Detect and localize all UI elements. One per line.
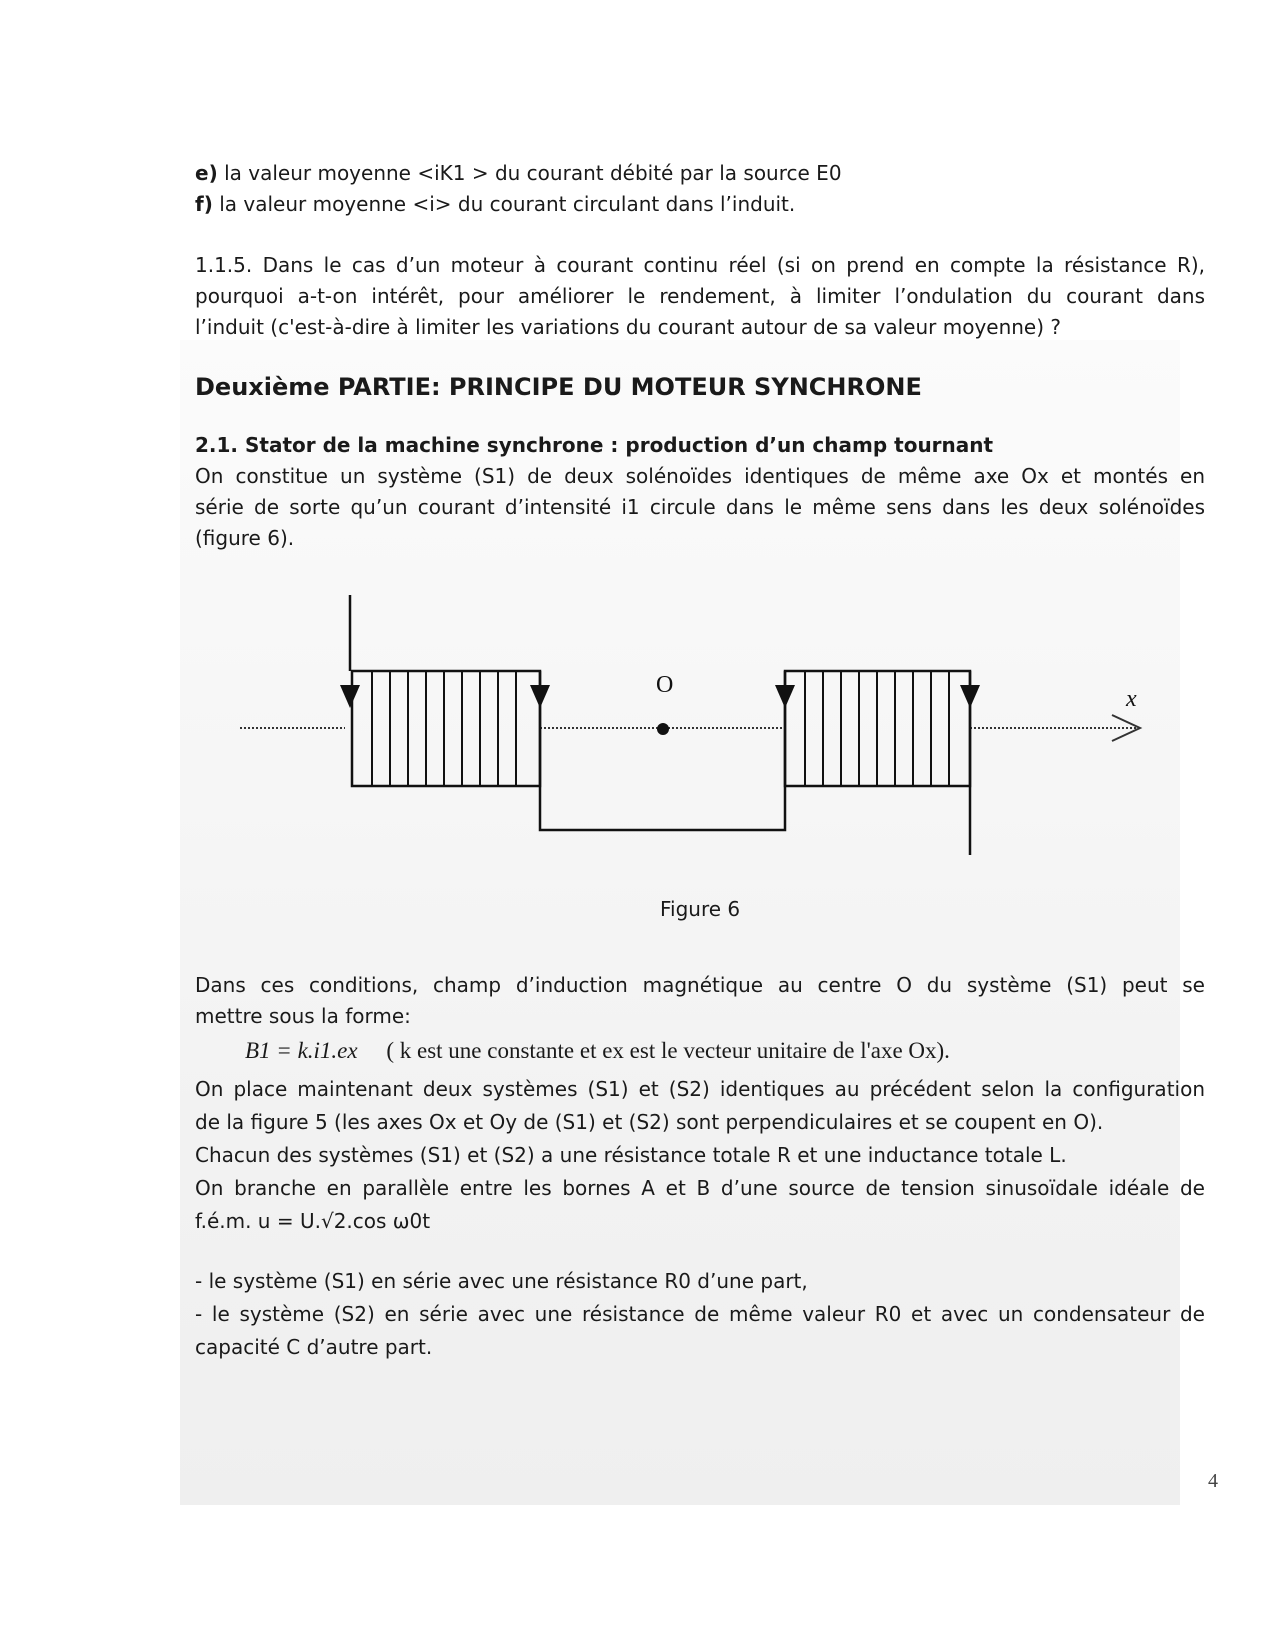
- equation-note: ( k est une constante et ex est le vecteur unitaire de l'axe Ox).: [386, 1038, 950, 1063]
- page-number: 4: [1208, 1470, 1218, 1492]
- equation-line: [245, 1035, 1255, 1066]
- origin-point: [657, 723, 669, 735]
- bullet-2: - le système (S2) en série avec une résistance de même valeur R0 et avec un condensateur de: [195, 1302, 1205, 1326]
- solenoid-left: [352, 671, 540, 786]
- q115-line1: 1.1.5. Dans le cas d’un moteur à courant continu réel (si on prend en compte la résistance R),: [195, 253, 1206, 277]
- bullet-list: [195, 1265, 1205, 1364]
- p2-line1: On place maintenant deux systèmes (S1) et (S2) identiques au précédent selon la configuration: [195, 1077, 1205, 1101]
- item-e-label: e): [195, 161, 218, 185]
- body-paragraph-1: [195, 970, 1205, 1032]
- sec21-line2: série de sorte qu’un courant d’intensité i1 circule dans le même sens dans les deux solénoïdes: [195, 495, 1205, 519]
- bullet-1: - le système (S1) en série avec une résistance R0 d’une part,: [195, 1269, 808, 1293]
- q115-line3: l’induit (c'est-à-dire à limiter les variations du courant autour de sa valeur moyenne) ?: [195, 315, 1062, 339]
- sec21-title: 2.1. Stator de la machine synchrone : production d’un champ tournant: [195, 433, 994, 457]
- part2-title: Deuxième PARTIE: PRINCIPE DU MOTEUR SYNCHRONE: [195, 373, 922, 401]
- p1-line1: Dans ces conditions, champ d’induction magnétique au centre O du système (S1) peut se: [195, 973, 1205, 997]
- figure-caption: Figure 6: [660, 897, 741, 921]
- origin-label: O: [656, 672, 674, 698]
- item-e-text: la valeur moyenne <iK1 > du courant débité par la source E0: [224, 161, 842, 185]
- axis-x-label: x: [1126, 686, 1137, 712]
- solenoid-right: [785, 671, 970, 786]
- p2-line5: f.é.m. u = U.√2.cos ω0t: [195, 1209, 431, 1233]
- item-f-label: f): [195, 192, 213, 216]
- p2-line4: On branche en parallèle entre les bornes A et B d’une source de tension sinusoïdale idéale de: [195, 1176, 1205, 1200]
- sec21-line3: (figure 6).: [195, 526, 295, 550]
- q115-number: 1.1.5.: [195, 253, 253, 277]
- bullet-3: capacité C d’autre part.: [195, 1335, 433, 1359]
- p2-line3: Chacun des systèmes (S1) et (S2) a une résistance totale R et une inductance totale L.: [195, 1143, 1067, 1167]
- p2-line2: de la figure 5 (les axes Ox et Oy de (S1) et (S2) sont perpendiculaires et se coupent en O).: [195, 1110, 1104, 1134]
- sec21-line1: On constitue un système (S1) de deux solénoïdes identiques de même axe Ox et montés en: [195, 464, 1205, 488]
- q115-line2: pourquoi a-t-on intérêt, pour améliorer le rendement, à limiter l’ondulation du courant dans: [195, 284, 1205, 308]
- body-paragraph-2: [195, 1073, 1205, 1238]
- p1-line2: mettre sous la forme:: [195, 1004, 411, 1028]
- equation: B1 = k.i1.ex: [245, 1038, 358, 1063]
- item-f-text: la valeur moyenne <i> du courant circulant dans l’induit.: [219, 192, 796, 216]
